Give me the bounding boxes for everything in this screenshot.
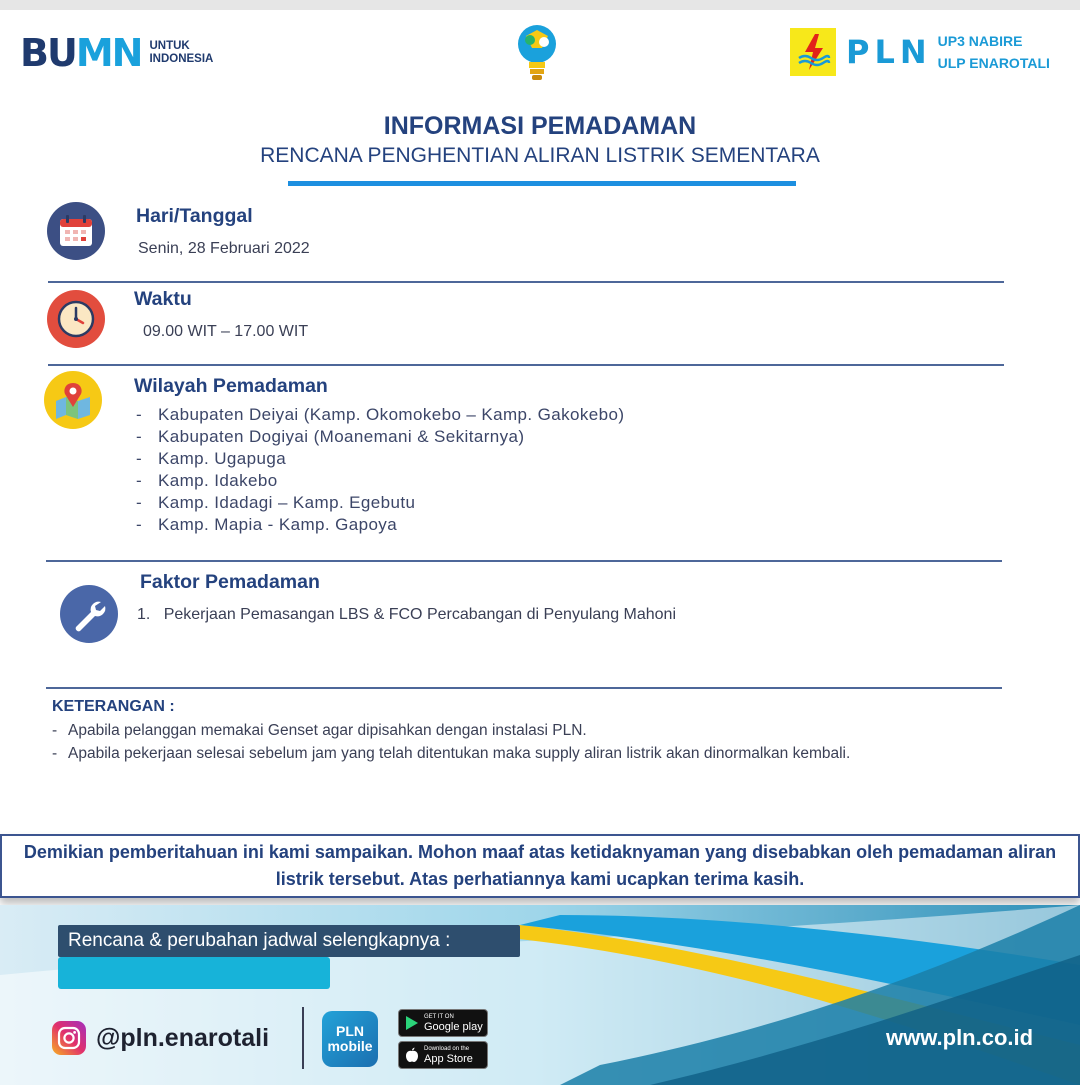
app-store-badge[interactable]: Download on the App Store	[398, 1041, 488, 1069]
bumn-logo	[20, 31, 214, 75]
date-label: Hari/Tanggal	[136, 205, 253, 227]
lightbulb-icon	[512, 22, 562, 84]
divider	[48, 281, 1004, 283]
area-list	[136, 404, 624, 536]
page-subtitle: RENCANA PENGHENTIAN ALIRAN LISTRIK SEMENTARA	[260, 144, 820, 167]
list-item: - Apabila pekerjaan selesai sebelum jam yang telah ditentukan maka supply aliran listrik akan dinormalkan kembali.	[52, 745, 851, 762]
cause-number: 1.	[137, 606, 151, 623]
list-item: - Kabupaten Deiyai (Kamp. Okomokebo – Kamp. Gakokebo)	[136, 405, 625, 424]
pln-logo	[790, 28, 1050, 76]
schedule-label: Rencana & perubahan jadwal selengkapnya :	[58, 925, 520, 957]
page-title: INFORMASI PEMADAMAN	[383, 112, 697, 140]
closing-box	[0, 834, 1080, 898]
divider	[46, 560, 1002, 562]
cause-item	[137, 606, 676, 624]
footer	[0, 905, 1080, 1085]
bumn-logo-text: BUMN	[20, 31, 142, 75]
website-link[interactable]: www.pln.co.id	[886, 1025, 1034, 1050]
pln-logo-text: PLN	[846, 33, 932, 71]
area-label: Wilayah Pemadaman	[134, 375, 328, 397]
clock-icon	[47, 290, 105, 348]
instagram-link[interactable]	[52, 1021, 269, 1055]
instagram-handle: @pln.enarotali	[96, 1023, 270, 1052]
title-underline	[288, 181, 796, 186]
keterangan-label: KETERANGAN :	[52, 698, 175, 715]
cause-value: Pekerjaan Pemasangan LBS & FCO Percabangan di Penyulang Mahoni	[163, 606, 677, 623]
list-item: - Kamp. Idakebo	[136, 471, 278, 490]
play-store-icon	[405, 1015, 419, 1031]
divider	[302, 1007, 304, 1069]
instagram-icon	[52, 1021, 86, 1055]
list-item: - Apabila pelanggan memakai Genset agar dipisahkan dengan instalasi PLN.	[52, 722, 587, 739]
google-play-badge[interactable]: GET IT ON Google play	[398, 1009, 488, 1037]
schedule-link-bar[interactable]	[58, 957, 330, 989]
cause-label: Faktor Pemadaman	[140, 571, 320, 593]
unit-ulp: ULP ENAROTALI	[937, 55, 1050, 71]
bumn-tagline-1: UNTUK	[149, 40, 190, 52]
keterangan-list	[52, 719, 850, 765]
list-item: - Kamp. Mapia - Kamp. Gapoya	[136, 515, 398, 534]
list-item: - Kamp. Idadagi – Kamp. Egebutu	[136, 493, 416, 512]
bumn-tagline-2: INDONESIA	[149, 53, 214, 65]
calendar-icon	[47, 202, 105, 260]
divider	[46, 687, 1002, 689]
list-item: - Kamp. Ugapuga	[136, 449, 287, 468]
top-strip	[0, 0, 1080, 10]
date-value: Senin, 28 Februari 2022	[138, 240, 310, 257]
time-label: Waktu	[134, 288, 192, 310]
pln-mobile-app-icon[interactable]: PLN mobile	[322, 1011, 378, 1067]
apple-icon	[405, 1047, 419, 1063]
list-item: - Kabupaten Dogiyai (Moanemani & Sekitarnya)	[136, 427, 525, 446]
map-pin-icon	[44, 371, 102, 429]
pln-bolt-icon	[790, 28, 836, 76]
wrench-icon	[60, 585, 118, 643]
closing-text: Demikian pemberitahuan ini kami sampaikan. Mohon maaf atas ketidaknyaman yang disebabkan oleh pemadaman aliran listrik tersebut. Atas perhatiannya kami ucapkan terima kasih.	[23, 842, 1057, 889]
unit-up3: UP3 NABIRE	[937, 33, 1023, 49]
divider	[48, 364, 1004, 366]
time-value: 09.00 WIT – 17.00 WIT	[143, 323, 309, 340]
